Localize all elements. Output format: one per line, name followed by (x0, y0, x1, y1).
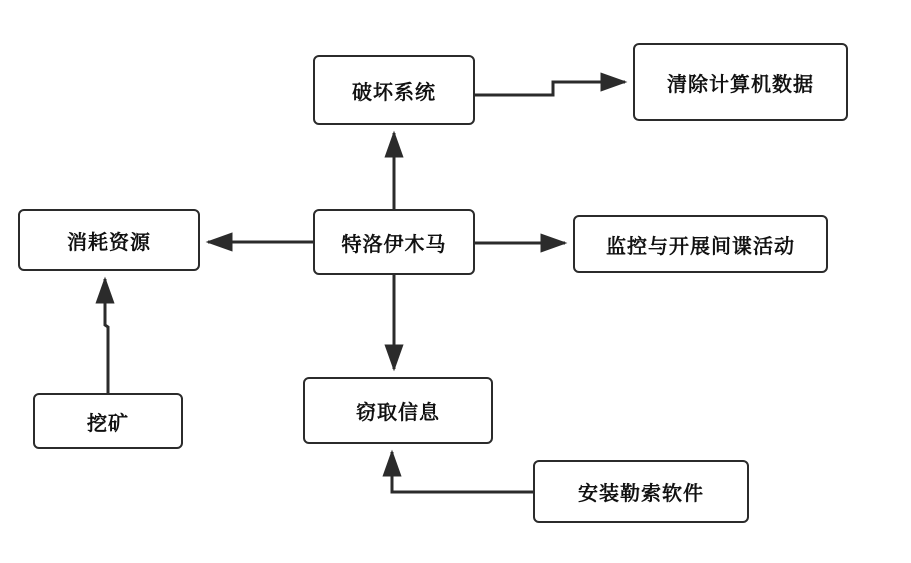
node-destroy-system[interactable] (313, 55, 475, 125)
node-trojan-label: 特洛伊木马 (341, 233, 447, 256)
node-consume-resources[interactable] (18, 209, 200, 271)
node-erase-computer-data[interactable] (633, 43, 848, 121)
node-install-ransomware[interactable] (533, 460, 749, 523)
node-install-ransomware-label: 安装勒索软件 (578, 483, 704, 505)
node-destroy-system-label: 破坏系统 (352, 81, 436, 104)
node-steal-information-label: 窃取信息 (356, 402, 440, 424)
edge-ransomware-to-steal (392, 452, 533, 492)
node-consume-resources-label: 消耗资源 (67, 231, 151, 254)
node-surveillance-espionage[interactable] (573, 215, 828, 273)
edge-mining-to-consume (105, 279, 108, 393)
node-surveillance-espionage-label: 监控与开展间谍活动 (606, 235, 795, 258)
node-steal-information[interactable] (303, 377, 493, 444)
node-mining[interactable] (33, 393, 183, 449)
node-trojan[interactable] (313, 209, 475, 275)
edge-destroy-to-erase (475, 82, 625, 95)
node-erase-computer-data-label: 清除计算机数据 (667, 73, 814, 96)
node-mining-label: 挖矿 (87, 412, 129, 435)
